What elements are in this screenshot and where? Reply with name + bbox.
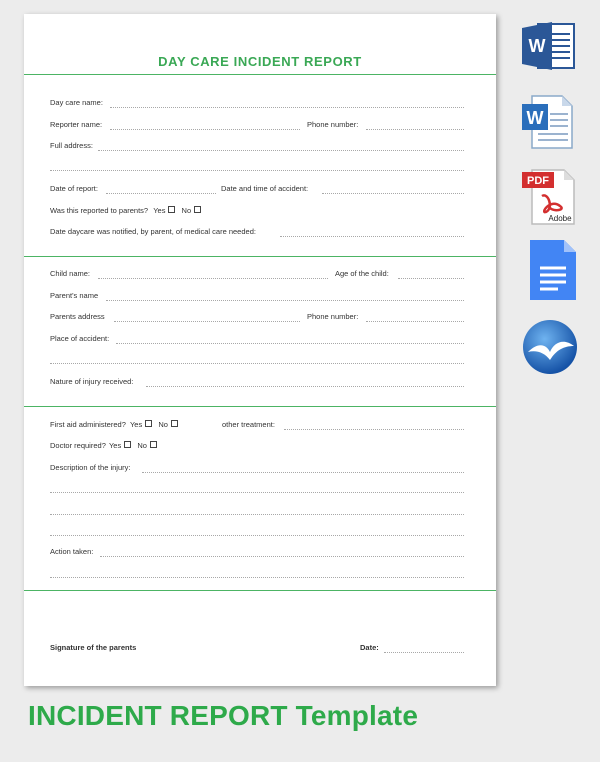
label-yes: Yes	[108, 441, 122, 450]
label-no: No	[137, 441, 147, 450]
label-parents-address: Parents address	[50, 312, 105, 321]
label-age-of-child: Age of the child:	[335, 269, 389, 278]
google-docs-icon[interactable]	[528, 238, 578, 302]
child-name-line[interactable]	[98, 278, 328, 279]
checkbox-reported-no[interactable]	[194, 206, 201, 213]
action-taken-line-2[interactable]	[50, 577, 464, 578]
label-day-care-name: Day care name:	[50, 98, 103, 107]
action-taken-line-1[interactable]	[100, 556, 464, 557]
field-reporter-name	[50, 120, 102, 129]
field-date-notified	[50, 227, 256, 236]
label-action-taken: Action taken:	[50, 547, 94, 556]
label-description: Description of the injury:	[50, 463, 131, 472]
label-date-notified: Date daycare was notified, by parent, of medical care needed:	[50, 227, 256, 236]
label-other-treatment: other treatment:	[222, 420, 275, 429]
label-full-address: Full address:	[50, 141, 93, 150]
pdf-label: PDF	[527, 175, 549, 187]
section-divider	[24, 74, 496, 75]
place-of-accident-line-2[interactable]	[50, 363, 464, 364]
field-reported-to-parents	[50, 206, 205, 215]
label-reported-to-parents: Was this reported to parents?	[50, 206, 149, 215]
word-doc-icon[interactable]	[520, 94, 576, 150]
field-phone-number-2	[307, 312, 358, 321]
document-page	[24, 14, 496, 686]
date-time-accident-line[interactable]	[322, 193, 464, 194]
full-address-line-2[interactable]	[50, 170, 464, 171]
word-doc-letter: W	[526, 108, 544, 128]
field-date-of-report	[50, 184, 98, 193]
label-phone-number-2: Phone number:	[307, 312, 359, 321]
section-divider	[24, 590, 496, 591]
word-letter: W	[528, 36, 546, 56]
field-full-address	[50, 141, 93, 150]
field-day-care-name	[50, 98, 103, 107]
field-parents-address	[50, 312, 105, 321]
phone-number-2-line[interactable]	[366, 321, 464, 322]
label-yes: Yes	[153, 206, 166, 215]
place-of-accident-line[interactable]	[116, 343, 464, 344]
reporter-name-line[interactable]	[110, 129, 300, 130]
pdf-icon[interactable]	[520, 168, 578, 226]
description-line-2[interactable]	[50, 492, 464, 493]
page-footer-title: INCIDENT REPORT Template	[28, 700, 419, 731]
date-of-report-line[interactable]	[106, 193, 216, 194]
field-action-taken	[50, 547, 93, 556]
parents-address-line[interactable]	[114, 321, 300, 322]
date-notified-line[interactable]	[280, 236, 464, 237]
label-date-of-report: Date of report:	[50, 184, 98, 193]
field-other-treatment	[222, 420, 275, 429]
phone-number-1-line[interactable]	[366, 129, 464, 130]
label-signature-date: Date:	[360, 643, 379, 652]
checkbox-first-aid-no[interactable]	[171, 420, 178, 427]
signature-date-line[interactable]	[384, 652, 464, 653]
description-line-4[interactable]	[50, 535, 464, 536]
label-child-name: Child name:	[50, 269, 91, 278]
field-age-of-child	[335, 269, 389, 278]
openoffice-icon[interactable]	[520, 318, 580, 376]
word-icon[interactable]	[520, 20, 576, 72]
label-nature-of-injury: Nature of injury received:	[50, 377, 134, 386]
checkbox-reported-yes[interactable]	[168, 206, 175, 213]
label-yes: Yes	[129, 420, 143, 429]
parents-name-line[interactable]	[106, 300, 464, 301]
nature-of-injury-line[interactable]	[146, 386, 464, 387]
description-line-3[interactable]	[50, 514, 464, 515]
field-doctor-required	[50, 441, 161, 450]
label-no: No	[158, 420, 168, 429]
section-divider	[24, 406, 496, 407]
day-care-name-line[interactable]	[110, 107, 464, 108]
field-signature	[50, 643, 136, 652]
field-nature-of-injury	[50, 377, 133, 386]
field-phone-number-1	[307, 120, 358, 129]
other-treatment-line[interactable]	[284, 429, 464, 430]
description-line-1[interactable]	[142, 472, 464, 473]
form-title: DAY CARE INCIDENT REPORT	[158, 54, 362, 69]
label-place-of-accident: Place of accident:	[50, 334, 110, 343]
field-first-aid	[50, 420, 182, 429]
field-signature-date	[360, 643, 379, 652]
field-child-name	[50, 269, 90, 278]
field-place-of-accident	[50, 334, 109, 343]
label-date-time-accident: Date and time of accident:	[221, 184, 309, 193]
field-parents-name	[50, 291, 98, 300]
label-no: No	[181, 206, 192, 215]
label-first-aid: First aid administered?	[50, 420, 126, 429]
section-divider	[24, 256, 496, 257]
checkbox-doctor-no[interactable]	[150, 441, 157, 448]
full-address-line[interactable]	[98, 150, 464, 151]
adobe-label: Adobe	[548, 214, 572, 223]
label-phone-number-1: Phone number:	[307, 120, 359, 129]
label-reporter-name: Reporter name:	[50, 120, 103, 129]
label-parents-name: Parent's name	[50, 291, 99, 300]
checkbox-first-aid-yes[interactable]	[145, 420, 152, 427]
checkbox-doctor-yes[interactable]	[124, 441, 131, 448]
field-date-time-accident	[221, 184, 308, 193]
age-of-child-line[interactable]	[398, 278, 464, 279]
field-description	[50, 463, 130, 472]
label-doctor-required: Doctor required?	[50, 441, 106, 450]
label-signature: Signature of the parents	[50, 643, 137, 652]
